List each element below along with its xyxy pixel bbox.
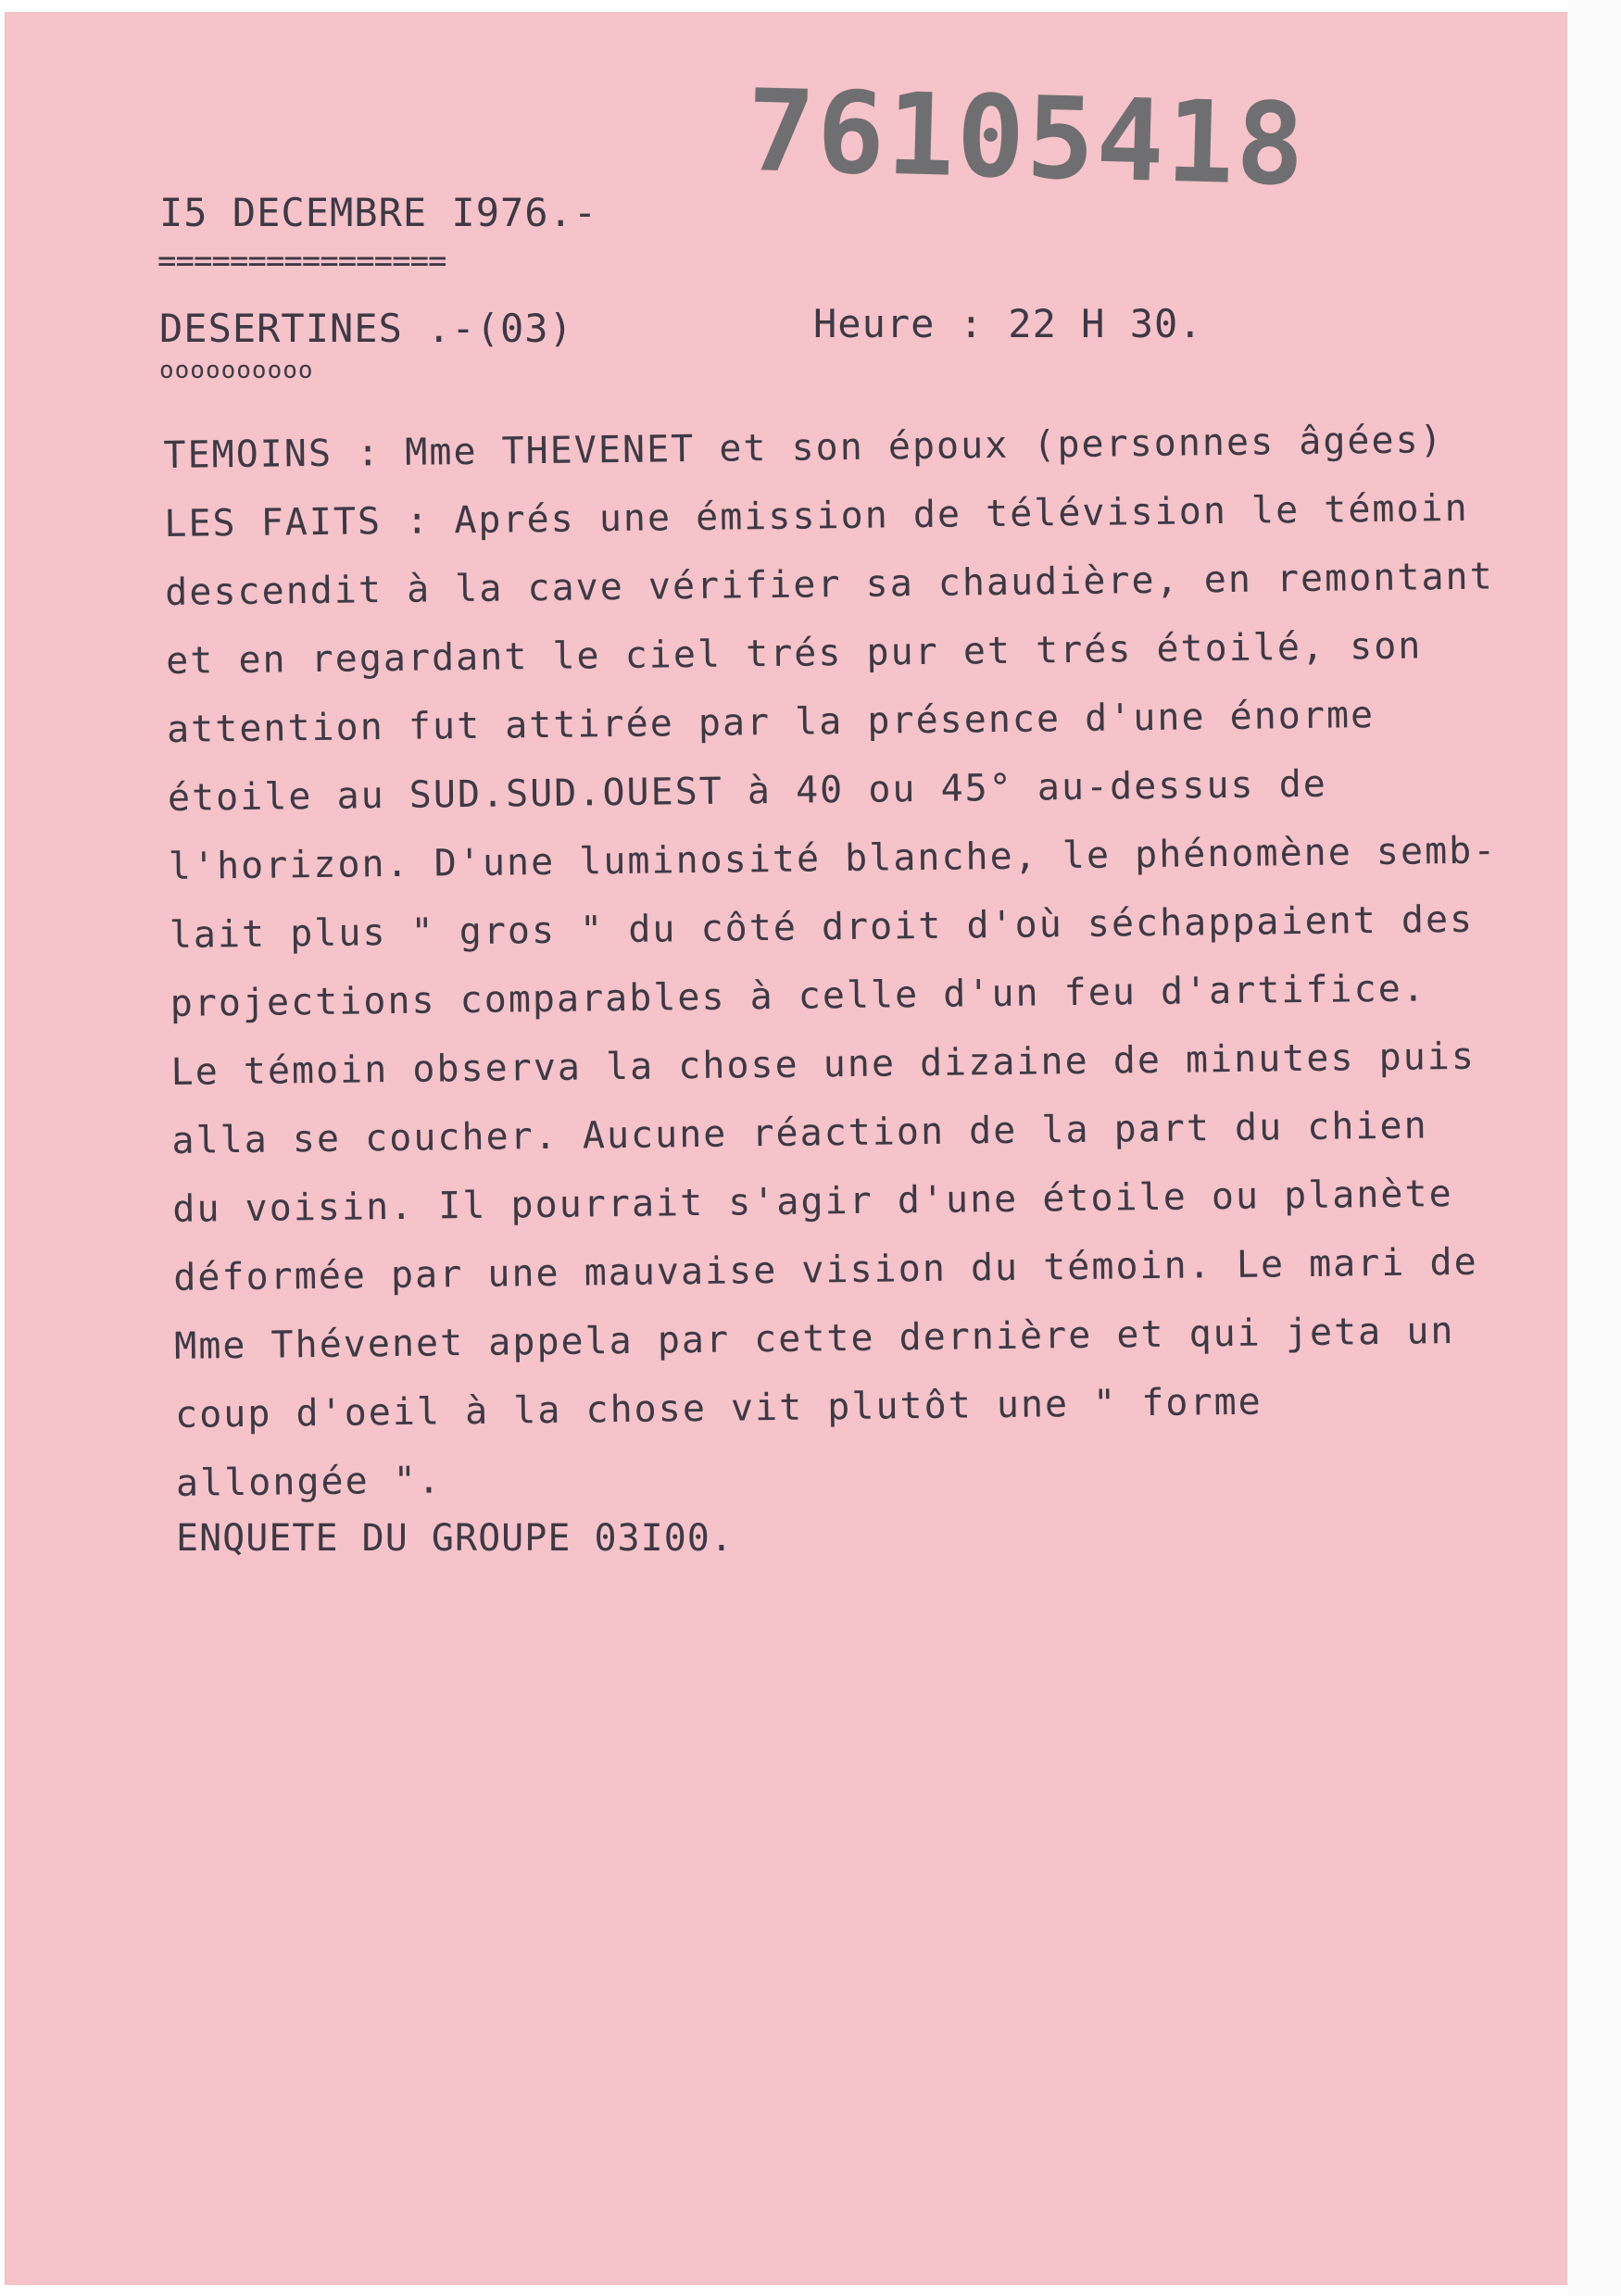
scan-margin bbox=[1567, 0, 1621, 2296]
date-underline: ================ bbox=[157, 243, 446, 280]
body-line: TEMOINS : Mme THEVENET et son époux (personnes âgées) bbox=[163, 419, 1444, 477]
body-line: lait plus " gros " du côté droit d'où séchappaient des bbox=[169, 897, 1475, 957]
report-body bbox=[163, 405, 1547, 1518]
reference-number-stamp: 76105418 bbox=[745, 65, 1308, 211]
body-line: étoile au SUD.SUD.OUEST à 40 ou 45° au-dessus de bbox=[167, 762, 1328, 820]
body-line: projections comparables à celle d'un feu d'artifice. bbox=[170, 967, 1427, 1025]
location-underline: oooooooooo bbox=[159, 357, 314, 384]
body-line: Mme Thévenet appela par cette dernière et qui jeta un bbox=[173, 1310, 1455, 1368]
body-line: coup d'oeil à la chose vit plutôt une " forme bbox=[174, 1380, 1263, 1437]
body-line: du voisin. Il pourrait s'agir d'une étoile ou planète bbox=[172, 1173, 1453, 1231]
body-line: Le témoin observa la chose une dizaine de minutes puis bbox=[170, 1035, 1476, 1094]
body-line: alla se coucher. Aucune réaction de la part du chien bbox=[171, 1104, 1428, 1162]
report-time: Heure : 22 H 30. bbox=[813, 301, 1203, 346]
body-line: LES FAITS : Aprés une émission de télévision le témoin bbox=[164, 486, 1469, 546]
investigation-group: ENQUETE DU GROUPE 03I00. bbox=[176, 1517, 734, 1560]
body-line: allongée ". bbox=[175, 1459, 443, 1505]
report-date: I5 DECEMBRE I976.- bbox=[159, 190, 598, 235]
report-location: DESERTINES .-(03) bbox=[159, 306, 573, 351]
body-line: descendit à la cave vérifier sa chaudière, en remontant bbox=[164, 555, 1494, 614]
body-line: déformée par une mauvaise vision du témoin. Le mari de bbox=[173, 1240, 1478, 1299]
body-line: et en regardant le ciel trés pur et trés étoilé, son bbox=[165, 624, 1423, 683]
body-line: attention fut attirée par la présence d'une énorme bbox=[166, 694, 1376, 751]
body-line: l'horizon. D'une luminosité blanche, le phénomène semb- bbox=[168, 829, 1498, 888]
